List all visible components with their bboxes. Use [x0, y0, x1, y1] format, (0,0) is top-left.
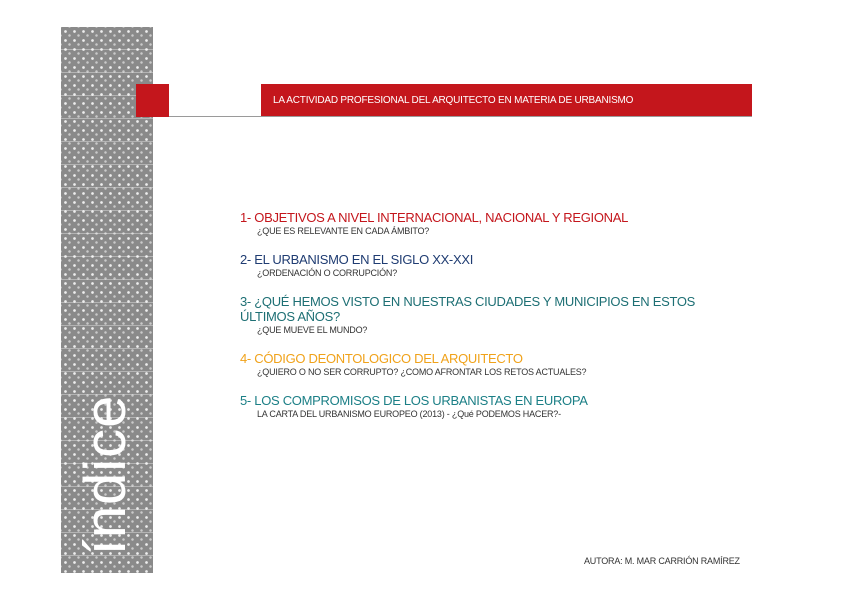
index-item-subtitle: ¿QUE MUEVE EL MUNDO?: [257, 325, 368, 335]
index-item-subtitle: LA CARTA DEL URBANISMO EUROPEO (2013) - ¿Qué PODEMOS HACER?-: [257, 409, 561, 419]
red-accent-square: [136, 84, 169, 117]
author-credit: AUTORA: M. MAR CARRIÓN RAMÍREZ: [584, 556, 740, 566]
index-item-subtitle: ¿ORDENACIÓN O CORRUPCIÓN?: [257, 268, 398, 278]
index-item-4: [240, 351, 750, 378]
index-list: [240, 210, 750, 435]
index-item-2: [240, 252, 750, 279]
index-item-heading: 1- OBJETIVOS A NIVEL INTERNACIONAL, NACIONAL Y REGIONAL: [240, 210, 629, 225]
index-item-heading: 5- LOS COMPROMISOS DE LOS URBANISTAS EN EUROPA: [240, 393, 588, 408]
index-item-heading: 4- CÓDIGO DEONTOLOGICO DEL ARQUITECTO: [240, 351, 523, 366]
header-bar: [261, 84, 752, 117]
index-item-heading: 3- ¿QUÉ HEMOS VISTO EN NUESTRAS CIUDADES Y MUNICIPIOS EN ESTOS ÚLTIMOS AÑOS?: [240, 294, 696, 324]
index-item-3: [240, 294, 750, 336]
index-item-1: [240, 210, 750, 237]
index-item-heading: 2- EL URBANISMO EN EL SIGLO XX-XXI: [240, 252, 474, 267]
index-item-subtitle: ¿QUE ES RELEVANTE EN CADA ÁMBITO?: [257, 226, 430, 236]
header-title: LA ACTIVIDAD PROFESIONAL DEL ARQUITECTO EN MATERIA DE URBANISMO: [273, 95, 634, 106]
index-item-subtitle: ¿QUIERO O NO SER CORRUPTO? ¿COMO AFRONTAR LOS RETOS ACTUALES?: [257, 367, 587, 377]
index-item-5: [240, 393, 750, 420]
index-vertical-title: índice: [73, 394, 138, 556]
header-divider: [169, 116, 752, 117]
